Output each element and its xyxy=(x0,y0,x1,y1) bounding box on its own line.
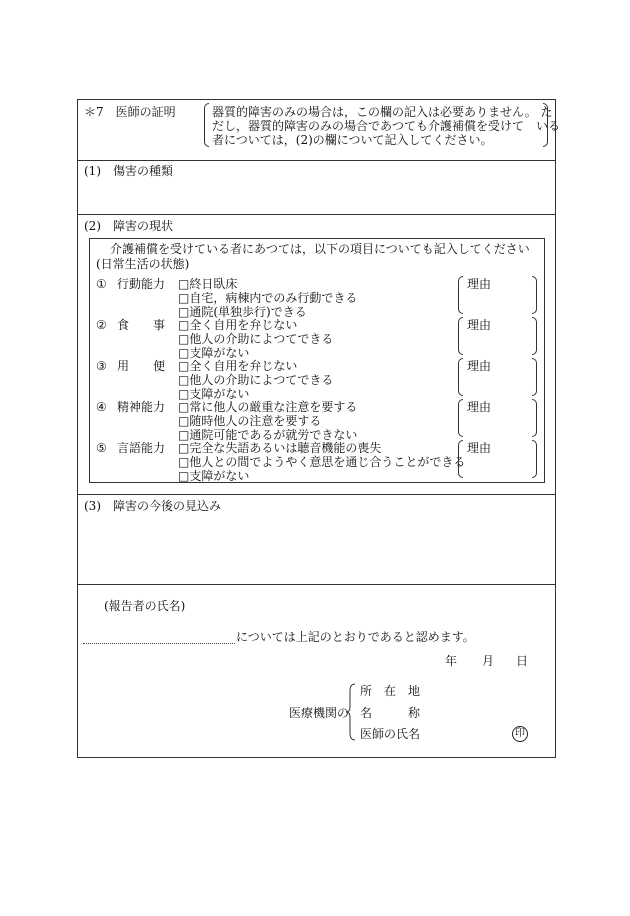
item3-option1: □全く自用を弁じない xyxy=(178,359,298,373)
institution-name-label: 名 称 xyxy=(360,706,421,720)
item3-reason-bracket-right xyxy=(532,358,537,396)
item1-reason-bracket-right xyxy=(532,276,537,314)
institution-brace xyxy=(346,683,356,741)
institution-label: 医療機関の xyxy=(289,706,350,720)
item4-reason-label: 理由 xyxy=(467,400,492,414)
item1-option2: □自宅，病棟内でのみ行動できる xyxy=(178,291,358,305)
section7-label: ＊7 医師の証明 xyxy=(84,105,176,119)
item5-reason-label: 理由 xyxy=(467,441,492,455)
item4-option2: □随時他人の注意を要する xyxy=(178,414,322,428)
item5-option3: □支障がない xyxy=(178,469,250,483)
divider-after-sec3 xyxy=(77,584,556,585)
item1-reason-label: 理由 xyxy=(467,277,492,291)
item2-option1: □全く自用を弁じない xyxy=(178,318,298,332)
item4-reason-bracket-right xyxy=(532,399,537,437)
section3-label: (3) 障害の今後の見込み xyxy=(84,499,221,513)
date-year: 年 xyxy=(445,654,458,668)
item4-option3: □通院可能であるが就労できない xyxy=(178,428,358,442)
item4-number: ④ xyxy=(96,400,107,414)
item1-name: 行動能力 xyxy=(117,277,166,291)
item1-option3: □通院(単独歩行)できる xyxy=(178,305,307,319)
item2-reason-bracket-right xyxy=(532,317,537,355)
divider-after-sec2 xyxy=(77,494,556,495)
certification-statement: については上記のとおりであると認めます。 xyxy=(236,630,475,644)
institution-location-label: 所 在 地 xyxy=(360,684,421,698)
section2-label: (2) 障害の現状 xyxy=(84,219,173,233)
doctor-name-label: 医師の氏名 xyxy=(360,727,421,741)
divider-after-sec7 xyxy=(77,160,556,161)
item4-name: 精神能力 xyxy=(117,400,166,414)
item3-number: ③ xyxy=(96,359,107,373)
section7-note-line1: 器質的障害のみの場合は，この欄の記入は必要ありません。 た xyxy=(212,105,553,119)
item5-number: ⑤ xyxy=(96,441,107,455)
section7-note-line3: 者については，(2)の欄について記入してください。 xyxy=(212,133,493,147)
item3-option3: □支障がない xyxy=(178,387,250,401)
section7-note-line2: だし，器質的障害のみの場合であつても介護補償を受けて いる xyxy=(212,119,561,133)
item4-reason-bracket-left xyxy=(458,399,463,437)
item2-number: ② xyxy=(96,318,107,332)
item2-reason-bracket-left xyxy=(458,317,463,355)
item5-reason-bracket-right xyxy=(532,440,537,478)
item1-number: ① xyxy=(96,277,107,291)
section1-label: (1) 傷害の種類 xyxy=(84,164,173,178)
item3-name: 用 便 xyxy=(117,359,166,373)
item2-option2: □他人の介助によつてできる xyxy=(178,332,334,346)
item5-option1: □完全な失語あるいは聴音機能の喪失 xyxy=(178,441,382,455)
item5-reason-bracket-left xyxy=(458,440,463,478)
item5-option2: □他人との間でようやく意思を通じ合うことができる xyxy=(178,455,466,469)
item1-reason-bracket-left xyxy=(458,276,463,314)
item1-option1: □終日臥床 xyxy=(178,277,238,291)
date-day: 日 xyxy=(516,654,529,668)
item4-option1: □常に他人の厳重な注意を要する xyxy=(178,400,358,414)
daily-life-subheading: (日常生活の状態) xyxy=(96,257,190,271)
item2-option3: □支障がない xyxy=(178,346,250,360)
daily-life-intro: 介護補償を受けている者にあつては，以下の項目についても記入してください xyxy=(110,242,530,256)
reporter-name-line xyxy=(83,643,235,644)
reporter-name-label: (報告者の氏名) xyxy=(104,599,186,613)
item2-name: 食 事 xyxy=(117,318,166,332)
item3-reason-label: 理由 xyxy=(467,359,492,373)
item5-name: 言語能力 xyxy=(117,441,166,455)
date-month: 月 xyxy=(482,654,495,668)
section7-note-bracket-left xyxy=(204,103,209,147)
item3-option2: □他人の介助によつてできる xyxy=(178,373,334,387)
item3-reason-bracket-left xyxy=(458,358,463,396)
divider-after-sec1 xyxy=(77,214,556,215)
seal-mark: 印 xyxy=(512,726,528,742)
item2-reason-label: 理由 xyxy=(467,318,492,332)
